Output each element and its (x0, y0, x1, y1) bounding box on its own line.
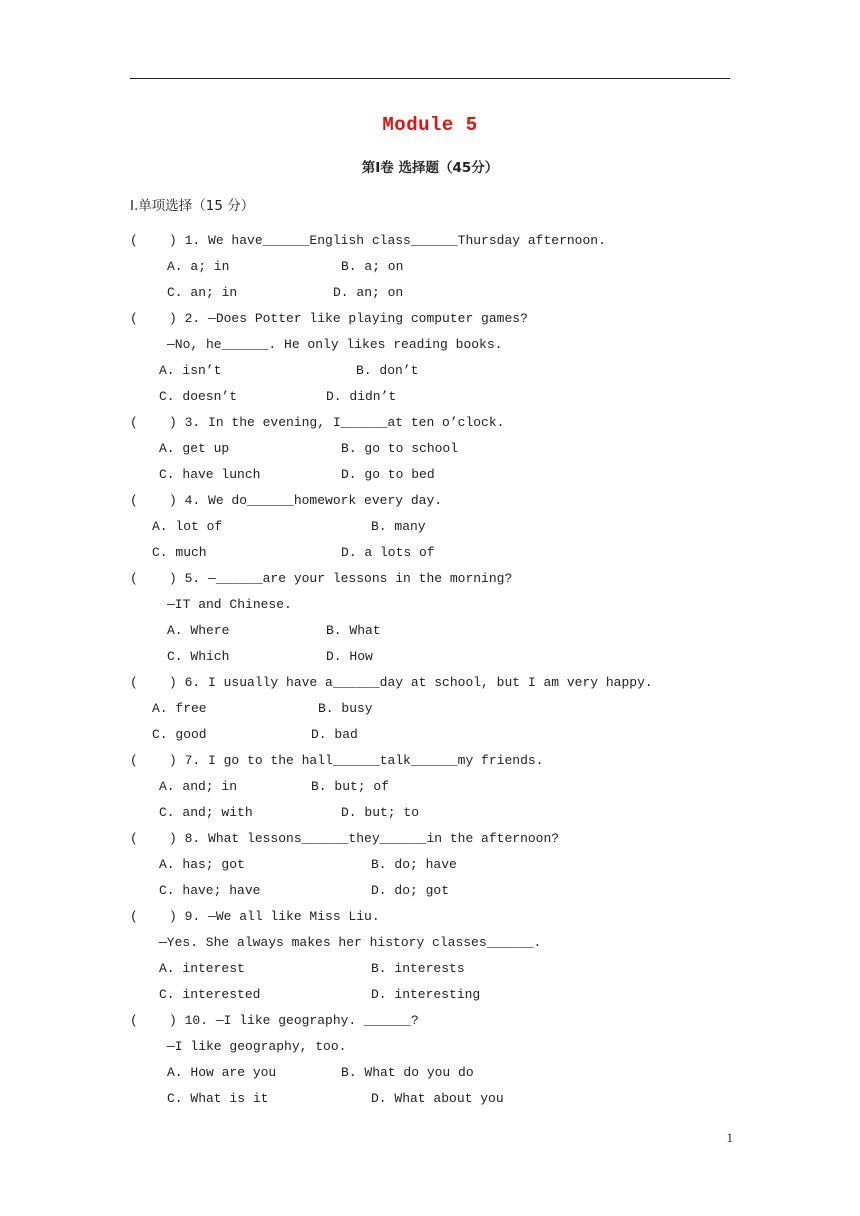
question-2-stem-reply: —No, he______. He only likes reading books. (167, 337, 503, 352)
question-5-option-a: A. Where (167, 623, 230, 638)
question-7-option-a: A. and; in (159, 779, 238, 794)
question-6-option-c: C. good (152, 727, 207, 742)
question-5-option-d: D. How (326, 649, 373, 664)
question-8-option-c: C. have; have (159, 883, 261, 898)
question-1-option-c: C. an; in (167, 285, 238, 300)
section-heading: Ⅰ.单项选择（15 分） (130, 198, 255, 214)
question-6-stem: ( ) 6. I usually have a______day at school, but I am very happy. (130, 675, 653, 690)
question-1-option-a: A. a; in (167, 259, 230, 274)
question-1-stem: ( ) 1. We have______English class______Thursday afternoon. (130, 233, 606, 248)
question-5-option-c: C. Which (167, 649, 230, 664)
question-2-option-c: C. doesn’t (159, 389, 238, 404)
question-2-option-d: D. didn’t (326, 389, 397, 404)
question-8-option-b: B. do; have (371, 857, 457, 872)
question-7-option-b: B. but; of (311, 779, 390, 794)
question-9-stem-reply: —Yes. She always makes her history classes______. (159, 935, 542, 950)
question-5-stem-reply: —IT and Chinese. (167, 597, 292, 612)
question-9-option-c: C. interested (159, 987, 261, 1002)
question-7-option-c: C. and; with (159, 805, 253, 820)
question-9-option-d: D. interesting (371, 987, 481, 1002)
question-7-stem: ( ) 7. I go to the hall______talk______my friends. (130, 753, 544, 768)
question-6-option-b: B. busy (318, 701, 373, 716)
question-4-stem: ( ) 4. We do______homework every day. (130, 493, 443, 508)
question-10-option-a: A. How are you (167, 1065, 277, 1080)
question-1-option-d: D. an; on (333, 285, 404, 300)
question-2-stem: ( ) 2. —Does Potter like playing computer games? (130, 311, 528, 326)
question-3-option-c: C. have lunch (159, 467, 261, 482)
question-10-option-d: D. What about you (371, 1091, 504, 1106)
question-10-option-b: B. What do you do (341, 1065, 474, 1080)
question-4-option-b: B. many (371, 519, 426, 534)
question-10-stem-reply: —I like geography, too. (167, 1039, 347, 1054)
question-9-stem: ( ) 9. —We all like Miss Liu. (130, 909, 380, 924)
question-2-option-a: A. isn’t (159, 363, 222, 378)
question-1-option-b: B. a; on (341, 259, 404, 274)
question-10-option-c: C. What is it (167, 1091, 269, 1106)
question-4-option-d: D. a lots of (341, 545, 435, 560)
question-3-option-a: A. get up (159, 441, 230, 456)
question-4-option-c: C. much (152, 545, 207, 560)
question-2-option-b: B. don’t (356, 363, 419, 378)
question-5-stem: ( ) 5. —______are your lessons in the morning? (130, 571, 513, 586)
question-9-option-b: B. interests (371, 961, 465, 976)
question-3-option-b: B. go to school (341, 441, 459, 456)
question-6-option-d: D. bad (311, 727, 358, 742)
question-8-option-d: D. do; got (371, 883, 450, 898)
part-heading: 第Ⅰ卷 选择题（45分） (361, 160, 499, 176)
question-3-stem: ( ) 3. In the evening, I______at ten o’clock. (130, 415, 505, 430)
question-8-option-a: A. has; got (159, 857, 245, 872)
question-9-option-a: A. interest (159, 961, 245, 976)
question-6-option-a: A. free (152, 701, 207, 716)
question-10-stem: ( ) 10. —I like geography. ______? (130, 1013, 419, 1028)
question-7-option-d: D. but; to (341, 805, 420, 820)
question-3-option-d: D. go to bed (341, 467, 435, 482)
question-8-stem: ( ) 8. What lessons______they______in the afternoon? (130, 831, 560, 846)
question-5-option-b: B. What (326, 623, 381, 638)
header-rule (130, 78, 730, 79)
page-title: Module 5 (382, 114, 478, 136)
question-4-option-a: A. lot of (152, 519, 223, 534)
page-number: 1 (726, 1130, 733, 1145)
